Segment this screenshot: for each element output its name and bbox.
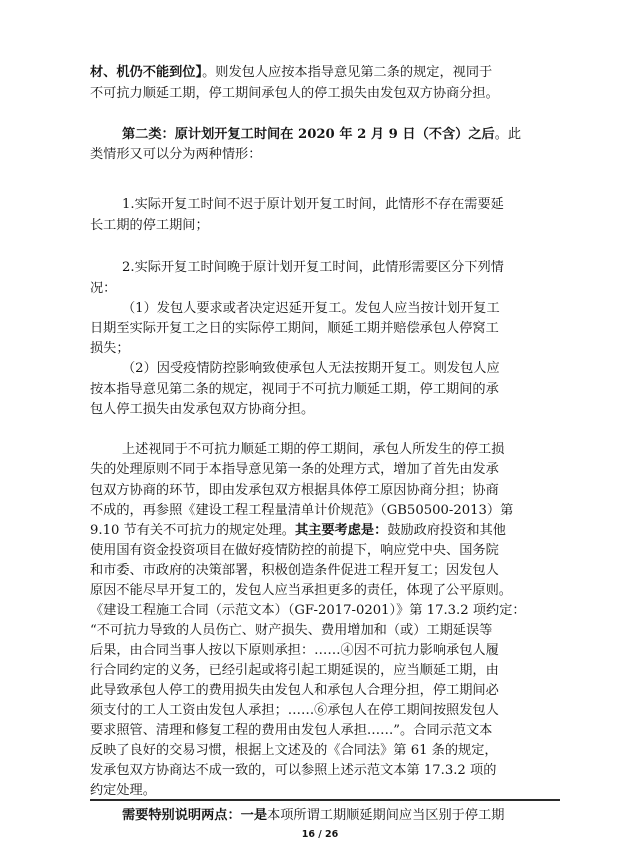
text-segment: 不可抗力顺延工期，停工期间承包人的停工损失由发包双方协商分担。 [90, 86, 499, 101]
text-line [90, 217, 209, 235]
text-segment: 原因不能尽早开复工的，发包人应当承担更多的责任，体现了公平原则。 [90, 583, 512, 598]
text-line [122, 300, 500, 318]
text-segment: 上述视同于不可抗力顺延工期的停工期间，承包人所发生的停工损 [122, 442, 505, 457]
text-segment: 按本指导意见第二条的规定，视同于不可抗力顺延工期，停工期间的承 [90, 382, 499, 397]
text-line [90, 682, 499, 700]
bold-text-segment: 材、机仍不能到位】 [90, 65, 203, 80]
text-segment: 日期至实际开复工之日的实际停工期间，顺延工期并赔偿承包人停窝工 [90, 321, 499, 336]
footer-divider [90, 799, 560, 801]
text-segment: 本项所谓工期顺延期间应当区别于停工期 [267, 808, 505, 823]
text-line [90, 582, 512, 600]
text-segment: 长工期的停工期间； [90, 218, 209, 233]
text-segment: 失的处理原则不同于本指导意见第一条的处理方式，增加了首先由发承 [90, 462, 499, 477]
text-segment: 使用国有资金投资项目在做好疫情防控的前提下，响应党中央、国务院 [90, 543, 499, 558]
text-segment: 鼓励政府投资和其他 [387, 523, 506, 538]
text-segment: 。则发包人应按本指导意见第二条的规定，视同于 [202, 65, 493, 80]
text-line [90, 662, 499, 680]
text-line [90, 522, 506, 540]
page-number: 16 / 26 [301, 829, 339, 840]
text-segment: 。此 [494, 127, 522, 142]
text-line [122, 196, 504, 214]
bold-text-segment: 需要特别说明两点：一是 [122, 808, 268, 823]
text-segment: 和市委、市政府的决策部署，积极创造条件促进工程开复工；因发包人 [90, 563, 499, 578]
text-line [90, 381, 499, 399]
text-line [90, 146, 261, 164]
text-segment: 反映了良好的交易习惯，根据上文述及的《合同法》第 61 条的规定， [90, 743, 498, 758]
text-segment: 包双方协商的环节，即由发承包双方根据具体停工原因协商分担；协商 [90, 483, 499, 498]
text-segment: 约定处理。 [90, 783, 156, 798]
text-line [122, 126, 521, 144]
text-segment: 2.实际开复工时间晚于原计划开复工时间，此情形需要区分下列情 [122, 260, 504, 275]
text-segment: “不可抗力导致的人员伤亡、财产损失、费用增加和（或）工期延误等 [90, 623, 493, 638]
text-line [90, 482, 499, 500]
text-line [90, 502, 513, 520]
text-line [90, 622, 492, 640]
text-line [90, 702, 499, 720]
text-line [90, 542, 499, 560]
text-line [90, 461, 499, 479]
bold-text-segment: 其主要考虑是： [295, 523, 388, 538]
text-line [90, 722, 492, 740]
text-segment: 后果，由合同当事人按以下原则承担：……④因不可抗力影响承包人履 [90, 643, 499, 658]
text-segment: 须支付的工人工资由发包人承担；……⑥承包人在停工期间按照发包人 [90, 703, 499, 718]
text-segment: 《建设工程施工合同（示范文本）（GF-2017-0201）》第 17.3.2 项约定： [90, 603, 526, 618]
text-segment: 况： [90, 281, 117, 296]
text-line [90, 320, 499, 338]
text-line [122, 807, 504, 825]
text-line [90, 602, 526, 620]
bold-text-segment: 第二类：原计划开复工时间在 2020 年 2 月 9 日（不含）之后 [122, 127, 495, 142]
text-line [90, 782, 156, 800]
text-segment: 类情形又可以分为两种情形： [90, 147, 262, 162]
text-line [122, 259, 504, 277]
text-segment: 此导致承包人停工的费用损失由发包人和承包人合理分担，停工期间必 [90, 683, 499, 698]
text-segment: 包人停工损失由发承包双方协商分担。 [90, 402, 315, 417]
text-line [90, 401, 314, 419]
text-line [90, 85, 499, 103]
text-line [90, 64, 492, 82]
text-line [90, 742, 498, 760]
text-segment: 要求照管、清理和修复工程的费用由发包人承担……”。合同示范文本 [90, 723, 493, 738]
text-segment: 1.实际开复工时间不迟于原计划开复工时间，此情形不存在需要延 [122, 197, 504, 212]
text-segment: （1）发包人要求或者决定迟延开复工。发包人应当按计划开复工 [122, 301, 500, 316]
text-segment: （2）因受疫情防控影响致使承包人无法按期开复工。则发包人应 [122, 361, 500, 376]
text-line [90, 562, 499, 580]
text-line [122, 360, 500, 378]
text-line [90, 762, 496, 780]
text-segment: 行合同约定的义务，已经引起或将引起工期延误的，应当顺延工期，由 [90, 663, 499, 678]
text-line [90, 340, 130, 358]
text-segment: 发承包双方协商达不成一致的，可以参照上述示范文本第 17.3.2 项的 [90, 763, 497, 778]
text-line [90, 642, 499, 660]
text-segment: 损失； [90, 341, 130, 356]
text-segment: 9.10 节有关不可抗力的规定处理。 [90, 523, 295, 538]
text-line [122, 441, 504, 459]
text-line [90, 280, 116, 298]
text-segment: 不成的，再参照《建设工程工程量清单计价规范》（GB50500-2013）第 [90, 503, 514, 518]
